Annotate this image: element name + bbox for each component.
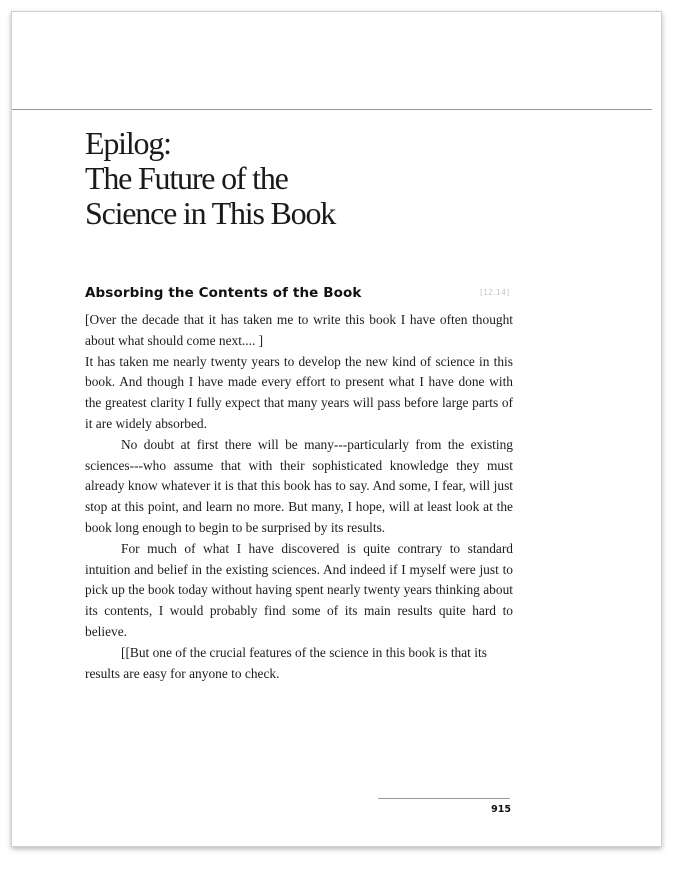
book-page (11, 11, 662, 847)
paragraph: No doubt at first there will be many---particularly from the existing sciences---who assume that with their sophisticated knowledge they must already know whatever it is that this book has to say. And some, I fear, will just stop at this point, and learn no more. But many, I hope, will at least look at the book long enough to begin to be surprised by its results. (85, 436, 513, 535)
chapter-title-line-3: Science in This Book (85, 195, 336, 231)
footer-rule (378, 798, 510, 799)
page-number: 915 (491, 804, 511, 815)
chapter-title-line-2: The Future of the (85, 160, 288, 196)
chapter-title (85, 126, 335, 231)
section-heading: Absorbing the Contents of the Book (85, 285, 362, 301)
header-rule (12, 109, 652, 110)
paragraph: For much of what I have discovered is quite contrary to standard intuition and belief in the existing sciences. And indeed if I myself were just to pick up the book today without having spent nearly twenty years thinking about its contents, I would probably find some of its main results quite hard to believe. (85, 540, 513, 639)
chapter-title-line-1: Epilog: (85, 125, 171, 161)
body-text (85, 310, 513, 684)
section-reference: [12.14] (480, 288, 510, 297)
paragraph: [Over the decade that it has taken me to write this book I have often thought about what should come next.... ] (85, 312, 513, 348)
paragraph: [[But one of the crucial features of the science in this book is that its results are easy for anyone to check. (85, 644, 487, 681)
paragraph: It has taken me nearly twenty years to develop the new kind of science in this book. And though I have made every effort to present what I have done with the greatest clarity I fully expect that many years will pass before large parts of it are widely absorbed. (85, 353, 513, 431)
